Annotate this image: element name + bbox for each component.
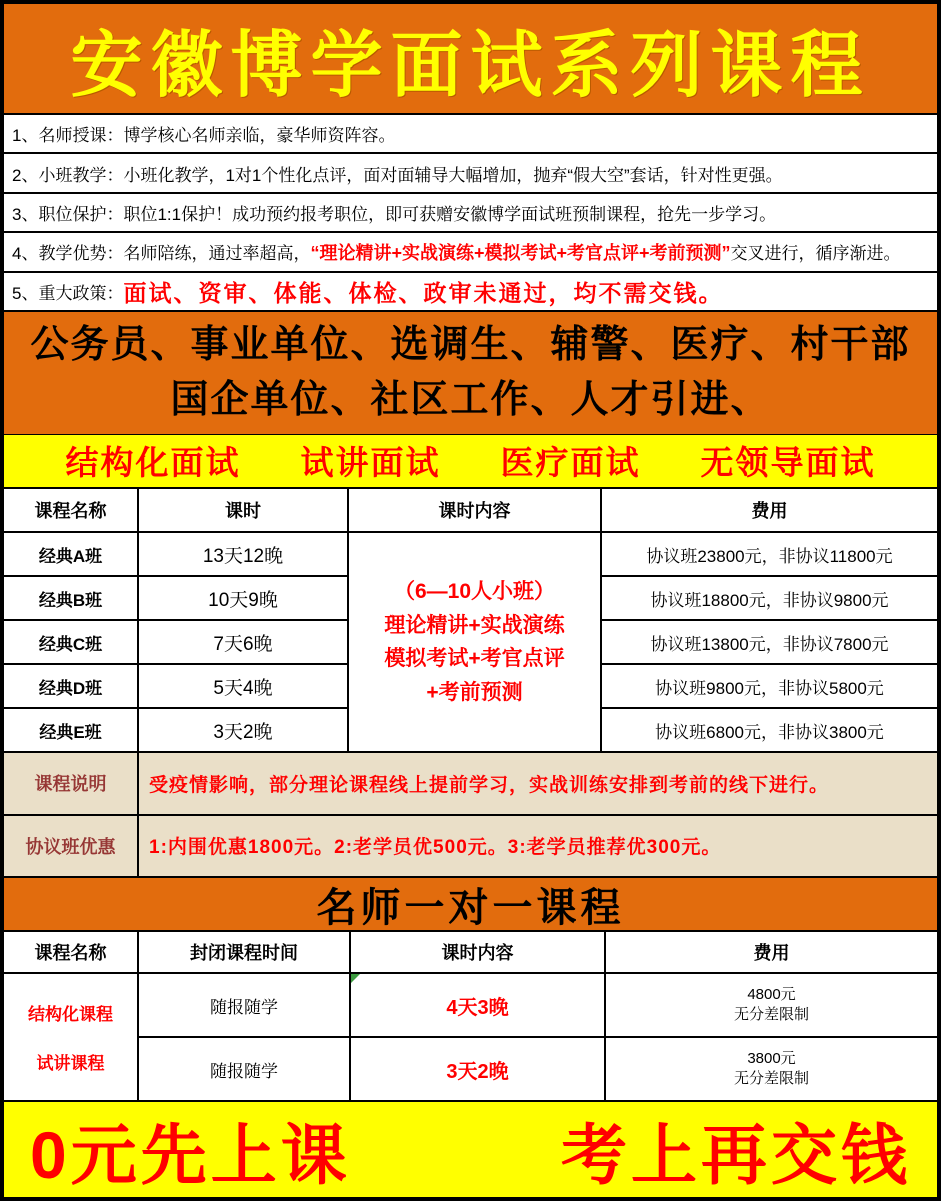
- interview-types-band: [4, 435, 937, 490]
- one-to-one-course-names-cell: [4, 974, 139, 1102]
- feature-row-5: [4, 273, 937, 312]
- footer-slogan-right: 考上再交钱: [561, 1118, 911, 1192]
- note-row-course-description: [4, 753, 937, 815]
- green-corner-marker-icon: [351, 974, 360, 983]
- course-table-header-name: 课程名称: [4, 489, 139, 533]
- notes-section: [4, 753, 937, 878]
- one-to-one-header-time: 封闭课程时间: [139, 932, 351, 974]
- table-row-class-c-name: 经典C班: [4, 621, 139, 665]
- poster-title: 安徽博学面试系列课程: [70, 21, 871, 107]
- audience-line-2: 国企单位、社区工作、人才引进、: [170, 378, 771, 421]
- table-row-class-d-name: 经典D班: [4, 665, 139, 709]
- interview-type-lecture: 试讲面试: [300, 444, 441, 482]
- one-to-one-header-fee: 费用: [606, 932, 937, 974]
- table-row-class-b-hours: 10天9晚: [139, 577, 349, 621]
- table-row-class-b-fee: 协议班18800元，非协议9800元: [602, 577, 937, 621]
- one-to-one-course-lecture: 试讲课程: [36, 1054, 105, 1073]
- feature-1-text: 1、名师授课：博学核心名师亲临，豪华师资阵容。: [12, 126, 396, 146]
- note-label-course-description: 课程说明: [4, 753, 139, 813]
- one-to-one-row-1-hours: [351, 974, 606, 1038]
- feature-3-text: 3、职位保护：职位1:1保护！成功预约报考职位，即可获赠安徽博学面试班预制课程，抢先一步学习。: [12, 205, 777, 224]
- one-to-one-header-content: 课时内容: [351, 932, 606, 974]
- one-to-one-row-2-fee: [606, 1038, 937, 1102]
- audience-line-1: 公务员、事业单位、选调生、辅警、医疗、村干部: [30, 323, 911, 366]
- one-to-one-row-1-fee: [606, 974, 937, 1038]
- table-row-class-d-hours: 5天4晚: [139, 665, 349, 709]
- one-to-one-row-1-fee-amount: 4800元: [747, 985, 796, 1003]
- feature-row-4: [4, 233, 937, 272]
- course-table-header-hours: 课时: [139, 489, 349, 533]
- feature-4-suffix: 交叉进行，循序渐进。: [730, 244, 901, 264]
- table-row-class-e-hours: 3天2晚: [139, 709, 349, 753]
- course-table: [4, 489, 937, 753]
- one-to-one-table: [4, 932, 937, 1102]
- footer-slogan-band: [4, 1102, 937, 1197]
- note-content-course-description: 受疫情影响，部分理论课程线上提前学习，实战训练安排到考前的线下进行。: [149, 774, 830, 796]
- interview-type-structured: 结构化面试: [65, 444, 241, 482]
- footer-slogan-left: 0元先上课: [30, 1118, 351, 1192]
- table-row-class-e-fee: 协议班6800元，非协议3800元: [602, 709, 937, 753]
- audience-band: [4, 312, 937, 435]
- one-to-one-row-2-fee-amount: 3800元: [747, 1049, 796, 1067]
- feature-5-highlight: 面试、资审、体能、体检、政审未通过，均不需交钱。: [123, 279, 724, 306]
- table-row-class-e-name: 经典E班: [4, 709, 139, 753]
- note-content-discounts: 1:内围优惠1800元。2:老学员优500元。3:老学员推荐优300元。: [149, 837, 722, 859]
- course-table-header-content: 课时内容: [349, 489, 602, 533]
- table-row-class-a-fee: 协议班23800元，非协议11800元: [602, 533, 937, 577]
- table-row-class-d-fee: 协议班9800元，非协议5800元: [602, 665, 937, 709]
- feature-2-text: 2、小班教学：小班化教学，1对1个性化点评，面对面辅导大幅增加，抛弃“假大空”套话，针对性更强。: [12, 165, 783, 185]
- one-to-one-title: 名师一对一课程: [316, 885, 625, 930]
- course-table-header-fee: 费用: [602, 489, 937, 533]
- feature-4-prefix: 4、教学优势：名师陪练，通过率超高，: [12, 244, 311, 264]
- note-label-discounts: 协议班优惠: [4, 816, 139, 876]
- note-row-discounts: [4, 816, 937, 878]
- one-to-one-row-2-time: 随报随学: [139, 1038, 351, 1102]
- feature-5-prefix: 5、重大政策：: [12, 283, 124, 303]
- course-content-line-2: 理论精讲+实战演练: [384, 613, 565, 637]
- table-row-class-c-hours: 7天6晚: [139, 621, 349, 665]
- one-to-one-row-1-fee-note: 无分差限制: [733, 1006, 809, 1023]
- interview-type-leaderless: 无领导面试: [700, 444, 876, 482]
- one-to-one-row-1-time: 随报随学: [139, 974, 351, 1038]
- one-to-one-row-1-hours-text: 4天3晚: [446, 996, 509, 1019]
- feature-row-1: [4, 115, 937, 154]
- course-content-line-1: （6—10人小班）: [393, 580, 556, 604]
- header-banner: [4, 4, 937, 115]
- course-content-line-4: +考前预测: [426, 680, 523, 704]
- course-content-merged-cell: [349, 533, 602, 753]
- feature-row-3: [4, 194, 937, 233]
- interview-type-medical: 医疗面试: [500, 444, 641, 482]
- feature-4-highlight: “理论精讲+实战演练+模拟考试+考官点评+考前预测”: [310, 242, 731, 263]
- one-to-one-course-structured: 结构化课程: [28, 1005, 113, 1024]
- one-to-one-header-name: 课程名称: [4, 932, 139, 974]
- course-content-line-3: 模拟考试+考官点评: [384, 647, 565, 671]
- table-row-class-a-name: 经典A班: [4, 533, 139, 577]
- table-row-class-b-name: 经典B班: [4, 577, 139, 621]
- table-row-class-c-fee: 协议班13800元，非协议7800元: [602, 621, 937, 665]
- feature-list: [4, 115, 937, 312]
- one-to-one-row-2-hours: 3天2晚: [351, 1038, 606, 1102]
- feature-row-2: [4, 154, 937, 193]
- one-to-one-banner: [4, 878, 937, 932]
- one-to-one-row-2-fee-note: 无分差限制: [733, 1070, 809, 1087]
- table-row-class-a-hours: 13天12晚: [139, 533, 349, 577]
